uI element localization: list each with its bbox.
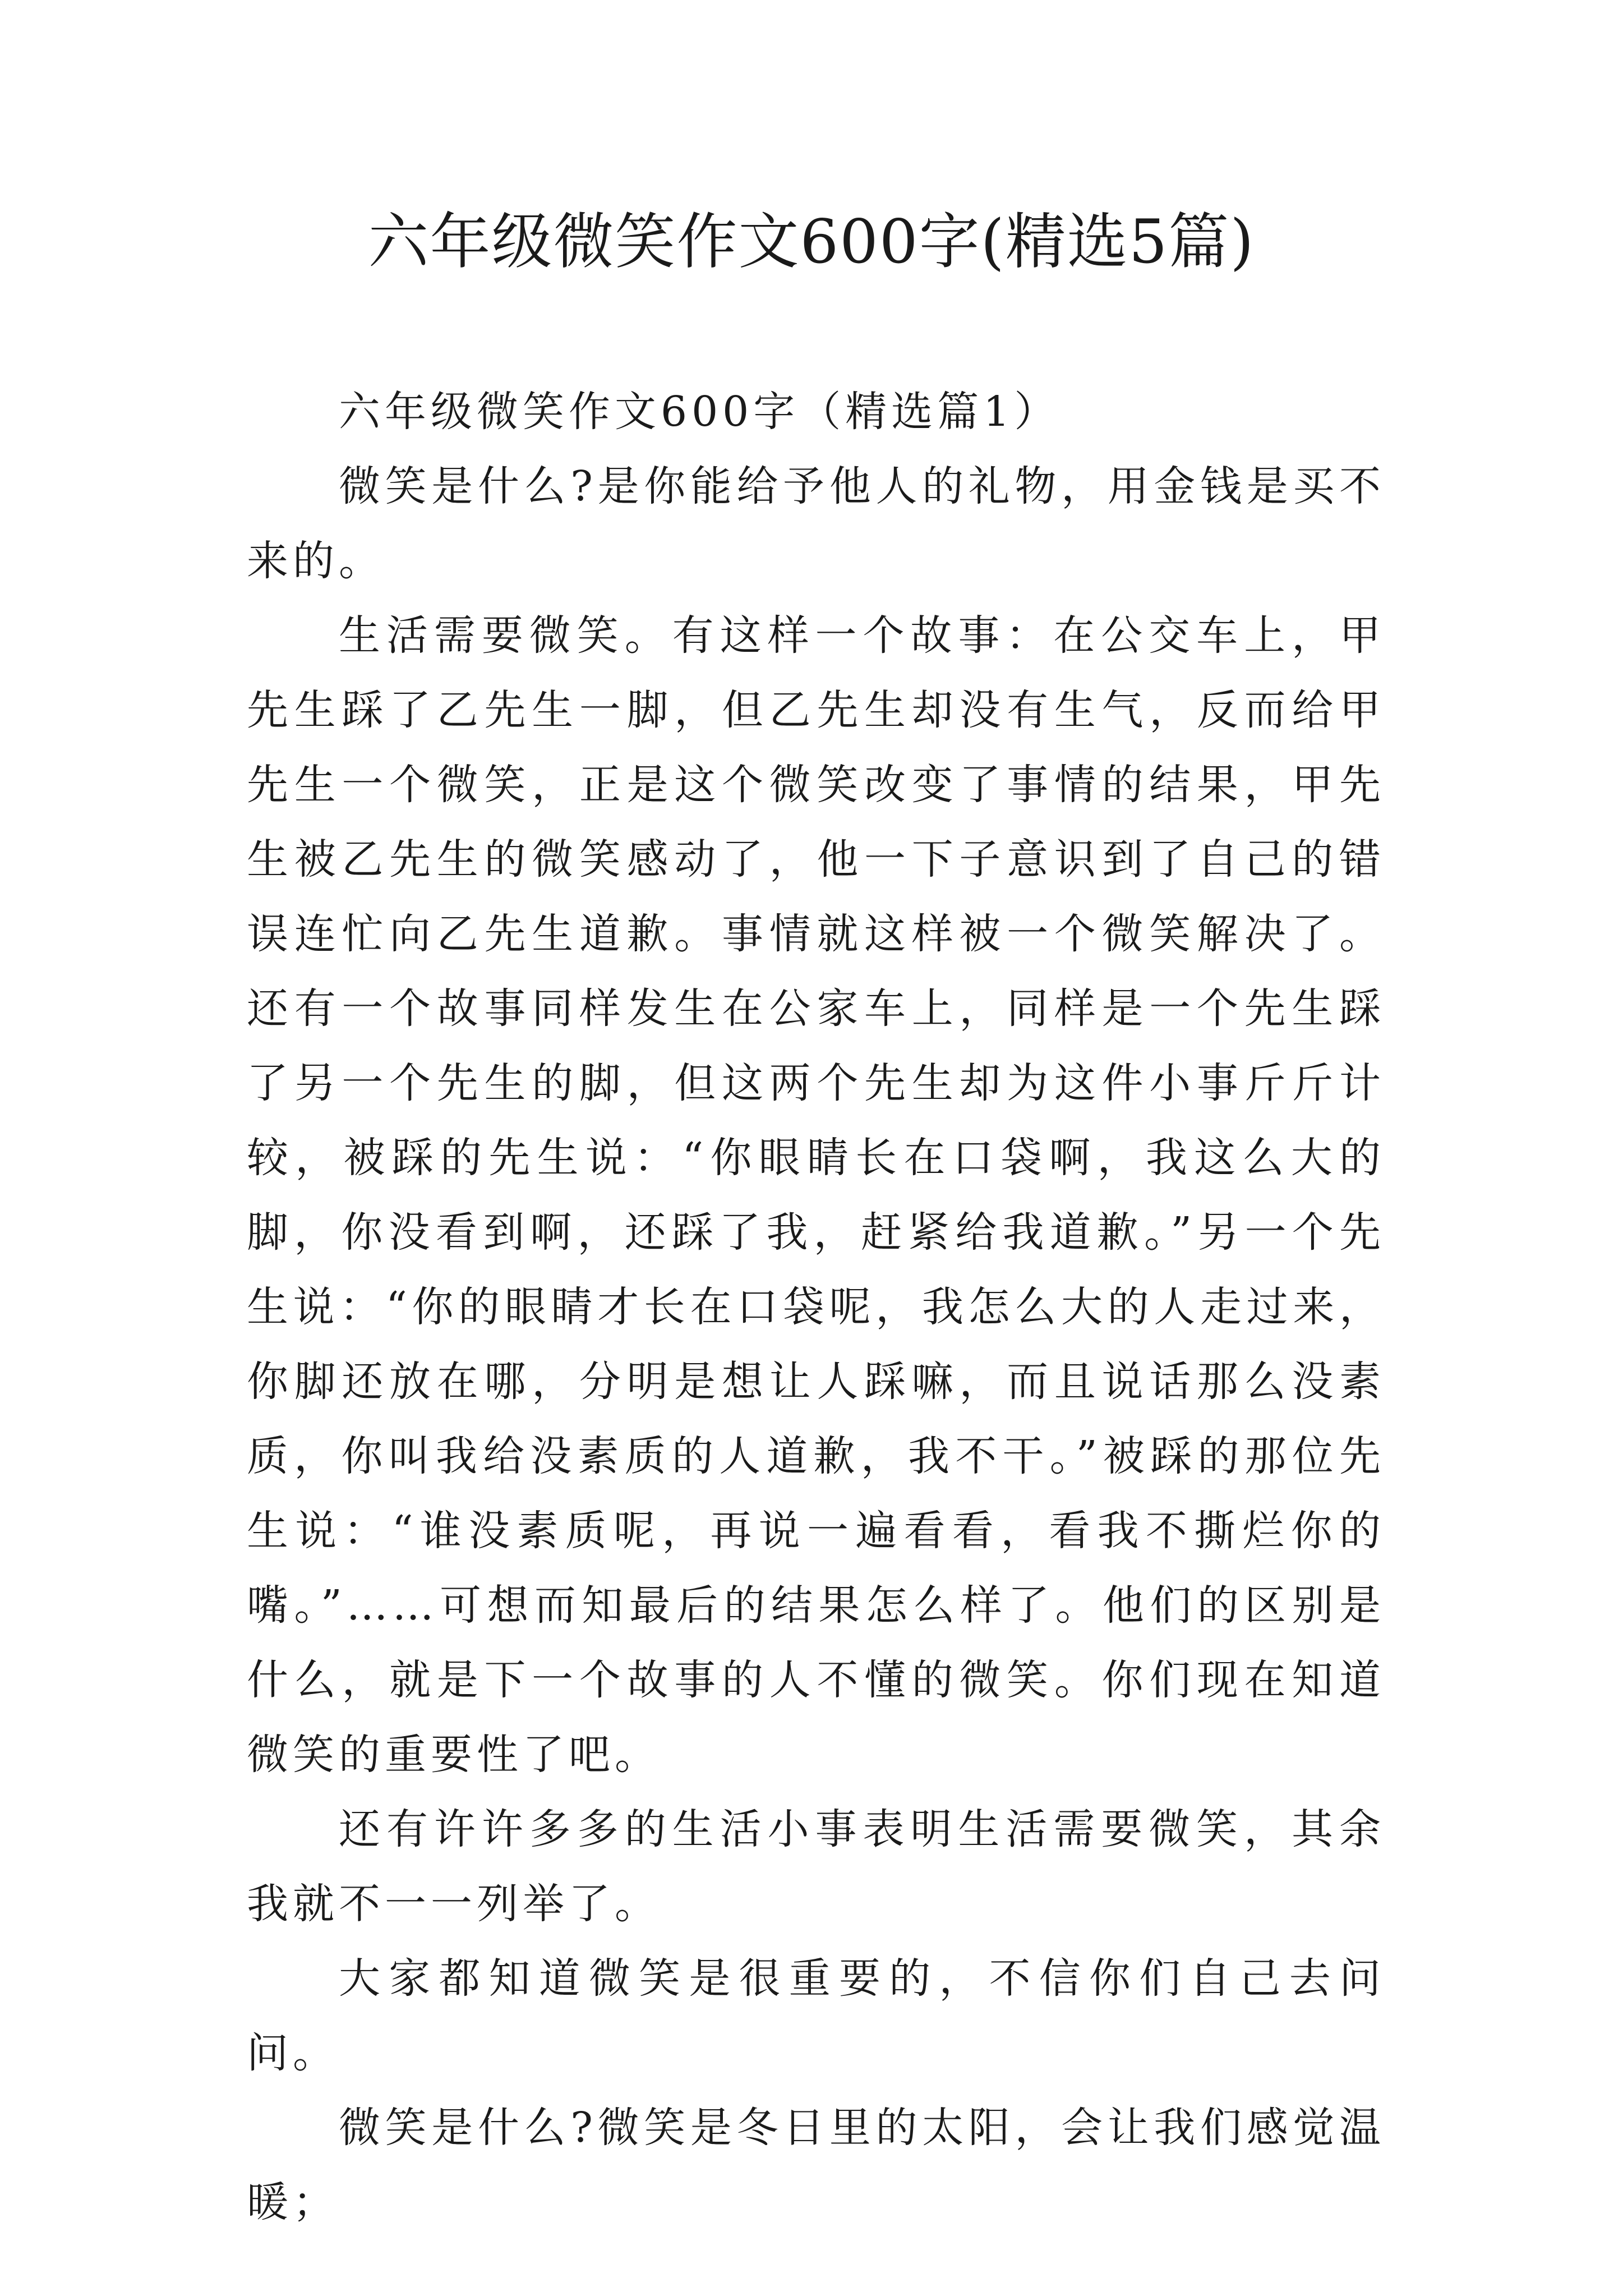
document-title: 六年级微笑作文600字(精选5篇) (368, 207, 1255, 277)
paragraph: 微笑是什么?是你能给予他人的礼物，用金钱是买不来的。 (247, 462, 1385, 585)
paragraph: 还有许许多多的生活小事表明生活需要微笑，其余我就不一一列举了。 (247, 1805, 1385, 1928)
paragraph: 生活需要微笑。有这样一个故事：在公交车上，甲先生踩了乙先生一脚，但乙先生却没有生气，反而给甲先生一个微笑，正是这个微笑改变了事情的结果，甲先生被乙先生的微笑感动了，他一下子意识到了自己的错误连忙向乙先生道歉。事情就这样被一个微笑解决了。还有一个故事同样发生在公家车上，同样是一个先生踩了另一个先生的脚，但这两个先生却为这件小事斤斤计较，被踩的先生说：“你眼睛长在口袋啊，我这么大的脚，你没看到啊，还踩了我，赶紧给我道歉。”另一个先生说：“你的眼睛才长在口袋呢，我怎么大的人走过来，你脚还放在哪，分明是想让人踩嘛，而且说话那么没素质，你叫我给没素质的人道歉，我不干。”被踩的那位先生说：“谁没素质呢，再说一遍看看，看我不撕烂你的嘴。”……可想而知最后的结果怎么样了。他们的区别是什么，就是下一个故事的人不懂的微笑。你们现在知道微笑的重要性了吧。 (247, 611, 1385, 1779)
paragraph: 微笑是什么?微笑是冬日里的太阳，会让我们感觉温暖； (247, 2104, 1385, 2226)
section-heading: 六年级微笑作文600字（精选篇1） (339, 388, 1061, 436)
document-body (247, 375, 1385, 2240)
paragraph: 大家都知道微笑是很重要的，不信你们自己去问问。 (247, 1954, 1385, 2077)
